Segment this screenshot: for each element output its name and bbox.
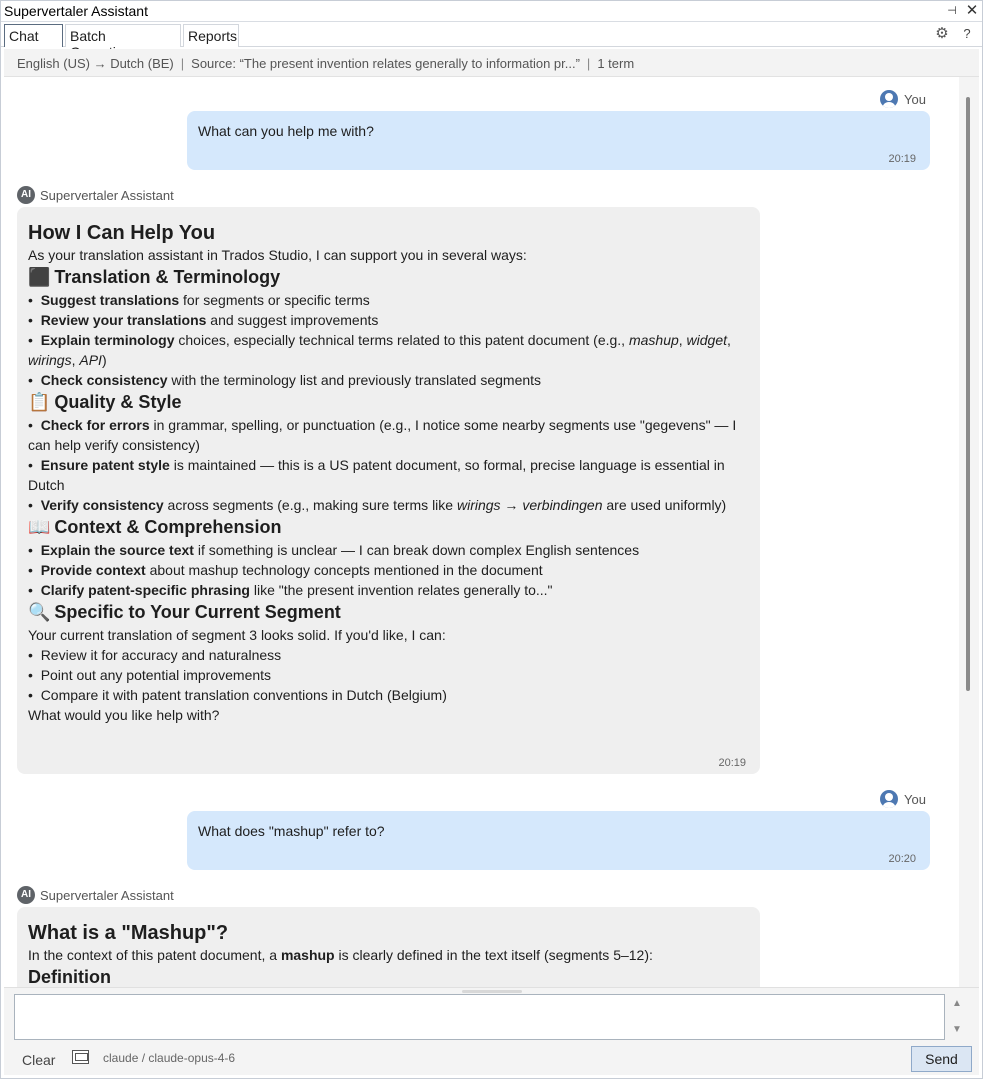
user-message bbox=[187, 811, 930, 870]
list-item: • Ensure patent style is maintained — this is a US patent document, so formal, precise language is essential in Dutch bbox=[28, 455, 750, 495]
list-item: • Provide context about mashup technology concepts mentioned in the document bbox=[28, 560, 750, 580]
assistant-message bbox=[17, 207, 760, 774]
list-item: • Suggest translations for segments or specific terms bbox=[28, 290, 750, 310]
section-heading: 🔍 Specific to Your Current Segment bbox=[28, 600, 750, 625]
section-heading: ⬛ Translation & Terminology bbox=[28, 265, 750, 290]
pin-icon[interactable]: ⊣ bbox=[947, 5, 957, 17]
magnifier-icon: 🔍 bbox=[28, 602, 51, 622]
sender-name: You bbox=[904, 792, 926, 807]
message-text: What does "mashup" refer to? bbox=[198, 823, 385, 839]
context-bar bbox=[4, 49, 979, 77]
assistant-sender bbox=[17, 888, 217, 904]
list-item: • Verify consistency across segments (e.g., making sure terms like wirings → verbindingen are used uniformly) bbox=[28, 495, 750, 515]
tab-bar bbox=[1, 22, 982, 47]
term-count: 1 term bbox=[597, 56, 635, 71]
response-title: How I Can Help You bbox=[28, 222, 216, 244]
separator: | bbox=[586, 56, 591, 71]
scroll-up-icon[interactable]: ▲ bbox=[952, 998, 962, 1009]
input-scrollbar[interactable] bbox=[948, 994, 966, 1040]
title-bar bbox=[1, 1, 982, 22]
sender-name: You bbox=[904, 92, 926, 107]
sender-name: Supervertaler Assistant bbox=[40, 888, 174, 903]
user-avatar-icon bbox=[880, 90, 898, 108]
list-item: • Check consistency with the terminology list and previously translated segments bbox=[28, 370, 750, 390]
section-heading: 📖 Context & Comprehension bbox=[28, 515, 750, 540]
clear-button[interactable]: Clear bbox=[22, 1052, 56, 1068]
section-intro: Your current translation of segment 3 looks solid. If you'd like, I can: bbox=[28, 627, 446, 643]
message-time: 20:20 bbox=[888, 853, 916, 865]
language-pair: English (US) → Dutch (BE) bbox=[17, 56, 174, 71]
message-input[interactable] bbox=[14, 994, 945, 1040]
sender-name: Supervertaler Assistant bbox=[40, 188, 174, 203]
tab-batch-operations[interactable]: Batch bbox=[65, 24, 181, 47]
list-item: • Point out any potential improvements bbox=[28, 665, 750, 685]
send-button[interactable]: Send bbox=[911, 1046, 972, 1072]
user-sender bbox=[880, 792, 940, 808]
scroll-down-icon[interactable]: ▼ bbox=[952, 1024, 962, 1035]
source-snippet: Source: “The present invention relates generally to information pr...” bbox=[191, 56, 580, 71]
ai-badge-icon: AI bbox=[17, 886, 35, 904]
message-time: 20:19 bbox=[888, 153, 916, 165]
list-item: • Compare it with patent translation conventions in Dutch (Belgium) bbox=[28, 685, 750, 705]
message-content bbox=[28, 921, 750, 987]
message-time: 20:19 bbox=[718, 757, 746, 769]
user-sender bbox=[880, 92, 940, 108]
message-content bbox=[28, 221, 750, 725]
user-message bbox=[187, 111, 930, 170]
translate-icon: ⬛ bbox=[28, 267, 51, 287]
chat-transcript[interactable] bbox=[4, 77, 959, 987]
assistant-message bbox=[17, 907, 760, 987]
ai-badge-icon: AI bbox=[17, 186, 35, 204]
model-label: claude / claude-opus-4-6 bbox=[103, 1051, 236, 1065]
clipboard-icon: 📋 bbox=[28, 392, 51, 412]
gear-icon[interactable]: ⚙ bbox=[935, 25, 949, 42]
section-heading: Definition bbox=[28, 967, 111, 987]
tab-reports[interactable]: Reports bbox=[183, 24, 239, 47]
resize-grip[interactable] bbox=[462, 990, 522, 993]
book-icon: 📖 bbox=[28, 517, 51, 537]
response-intro: In the context of this patent document, a mashup is clearly defined in the text itself (segments 5–12): bbox=[28, 947, 653, 963]
list-item: • Explain the source text if something is unclear — I can break down complex English sentences bbox=[28, 540, 750, 560]
message-text: What can you help me with? bbox=[198, 123, 374, 139]
chat-scrollbar[interactable] bbox=[959, 77, 979, 987]
prompt-library-icon[interactable] bbox=[72, 1050, 89, 1064]
response-title: What is a "Mashup"? bbox=[28, 922, 229, 944]
list-item: • Review your translations and suggest improvements bbox=[28, 310, 750, 330]
assistant-sender bbox=[17, 188, 217, 204]
help-icon[interactable]: ? bbox=[963, 26, 971, 41]
input-area bbox=[4, 987, 979, 1075]
scrollbar-thumb[interactable] bbox=[966, 97, 970, 691]
user-avatar-icon bbox=[880, 790, 898, 808]
response-intro: As your translation assistant in Trados Studio, I can support you in several ways: bbox=[28, 247, 527, 263]
window-title: Supervertaler Assistant bbox=[4, 3, 148, 19]
separator: | bbox=[180, 56, 185, 71]
section-heading: 📋 Quality & Style bbox=[28, 390, 750, 415]
list-item: • Check for errors in grammar, spelling, or punctuation (e.g., I notice some nearby segments use "gegevens" — I can help verify consistency) bbox=[28, 415, 750, 455]
list-item: • Review it for accuracy and naturalness bbox=[28, 645, 750, 665]
close-icon[interactable]: ✕ bbox=[965, 2, 979, 19]
list-item: • Clarify patent-specific phrasing like "the present invention relates generally to..." bbox=[28, 580, 750, 600]
tab-chat[interactable]: Chat bbox=[4, 24, 63, 47]
closing-question: What would you like help with? bbox=[28, 707, 220, 723]
list-item: • Explain terminology choices, especially technical terms related to this patent document (e.g., mashup, widget, wirings, API) bbox=[28, 330, 750, 370]
